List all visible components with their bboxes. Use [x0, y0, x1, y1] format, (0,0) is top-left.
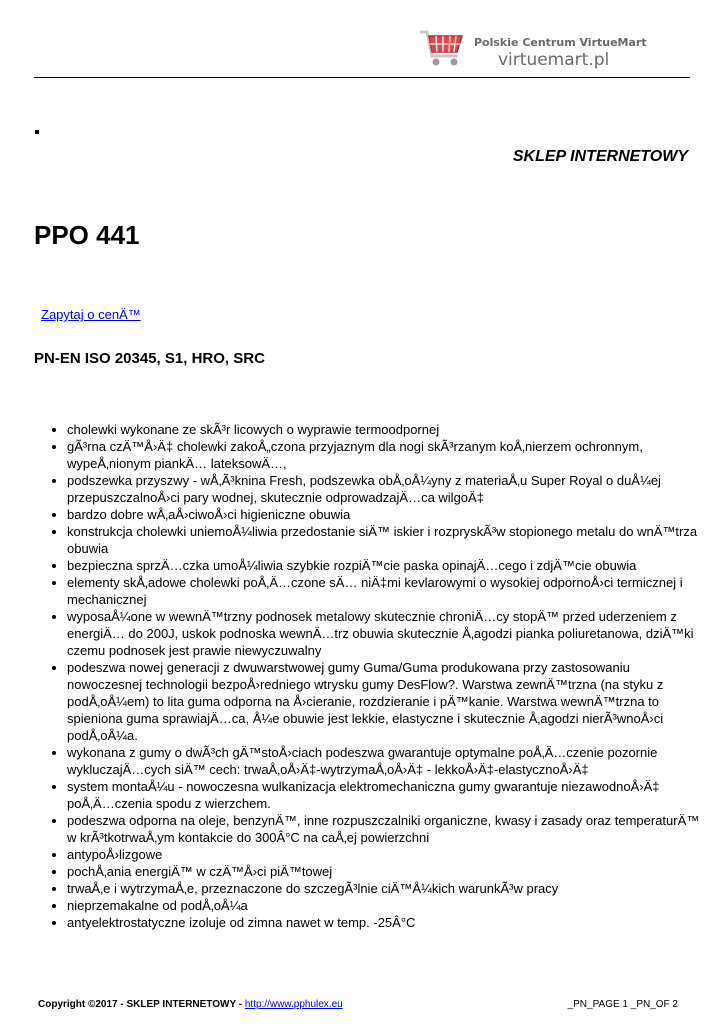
feature-item: • trwaÅ‚e i wytrzymaÅ‚e, przeznaczone do szczegÃ³lnie ciÄ™Å¼kich warunkÃ³w pracy [67, 880, 707, 897]
footer-link[interactable]: http://www.pphulex.eu [244, 999, 343, 1010]
footer-copyright: Copyright ©2017 - SKLEP INTERNETOWY - [38, 999, 245, 1010]
feature-item: • podszewka przyszwy - wÅ‚Ã³knina Fresh, podszewka obÅ‚oÅ¼yny z materiaÅ‚u Super Royal o duÅ¼ej przepuszczalnoÅ›ci pary wodnej, skutecznie odprowadzajÄ…ca wilgoÄ‡ [67, 472, 707, 506]
product-title: PPO 441 [34, 220, 140, 250]
feature-item: • cholewki wykonane ze skÃ³r licowych o wyprawie termoodpornej [67, 421, 707, 438]
feature-item: • gÃ³rna czÄ™Å›Ä‡ cholewki zakoÅ„czona przyjaznym dla nogi skÃ³rzanym koÅ‚nierzem ochronnym, wypeÅ‚nionym piankÄ… lateksowÄ…, [67, 438, 707, 472]
feature-item: • wykonana z gumy o dwÃ³ch gÄ™stoÅ›ciach podeszwa gwarantuje optymalne poÅ‚Ä…czenie pozornie wykluczajÄ…cych siÄ™ cech: trwaÅ‚oÅ›Ä‡-wytrzymaÅ‚oÅ›Ä‡ - lekkoÅ›Ä‡-elastycznoÅ›Ä‡ [67, 744, 707, 778]
feature-item: • wyposaÅ¼one w wewnÄ™trzny podnosek metalowy skutecznie chroniÄ…cy stopÄ™ przed uderzeniem z energiÄ… do 200J, uskok podnoska wewnÄ…trz obuwia skutecznie Å‚agodzi pianka poliuretanowa, dziÄ™ki czemu podnosek jest prawie niewyczuwalny [67, 608, 707, 659]
feature-item: • nieprzemakalne od podÅ‚oÅ¼a [67, 897, 707, 914]
feature-item: • system montaÅ¼u - nowoczesna wulkanizacja elektromechaniczna gumy gwarantuje niezawodnoÅ›Ä‡ poÅ‚Ä…czenia spodu z wierzchem. [67, 778, 707, 812]
feature-item: • elementy skÅ‚adowe cholewki poÅ‚Ä…czone sÄ… niÄ‡mi kevlarowymi o wysokiej odpornoÅ›ci termicznej i mechanicznej [67, 574, 707, 608]
feature-list [56, 421, 707, 931]
header-divider [34, 77, 690, 78]
page-footer [38, 999, 678, 1010]
feature-item: • podeszwa odporna na oleje, benzynÄ™, inne rozpuszczalniki organiczne, kwasy i zasady oraz temperaturÄ™ w krÃ³tkotrwaÅ‚ym kontakcie do 300Â°C na caÅ‚ej powierzchni [67, 812, 707, 846]
feature-item: • bezpieczna sprzÄ…czka umoÅ¼liwia szybkie rozpiÄ™cie paska opinajÄ…cego i zdjÄ™cie obuwia [67, 557, 707, 574]
feature-item: • antyelektrostatyczne izoluje od zimna nawet w temp. -25Â°C [67, 914, 707, 931]
ask-price-link[interactable]: Zapytaj o cenÄ™ [41, 307, 141, 322]
feature-item: • pochÅ‚ania energiÄ™ w czÄ™Å›ci piÄ™towej [67, 863, 707, 880]
feature-item: • bardzo dobre wÅ‚aÅ›ciwoÅ›ci higieniczne obuwia [67, 506, 707, 523]
footer-page-info: _PN_PAGE 1 _PN_OF 2 [567, 999, 678, 1010]
logo-domain: virtuemart.pl [498, 50, 610, 70]
bullet-mark [35, 130, 39, 134]
shopping-cart-icon [418, 26, 470, 70]
product-standard: PN-EN ISO 20345, S1, HRO, SRC [34, 350, 265, 367]
shop-heading: SKLEP INTERNETOWY [512, 148, 688, 165]
logo-title: Polskie Centrum VirtueMart [474, 36, 647, 49]
feature-item: • antypoÅ›lizgowe [67, 846, 707, 863]
header-logo [418, 26, 694, 74]
feature-item: • konstrukcja cholewki uniemoÅ¼liwia przedostanie siÄ™ iskier i rozpryskÃ³w stopionego metalu do wnÄ™trza obuwia [67, 523, 707, 557]
feature-item: • podeszwa nowej generacji z dwuwarstwowej gumy Guma/Guma produkowana przy zastosowaniu nowoczesnej technologii bezpoÅ›redniego wtrysku gumy DesFlow?. Warstwa zewnÄ™trzna (na styku z podÅ‚oÅ¼em) to lita guma odporna na Å›cieranie, rozdzieranie i pÄ™kanie. Warstwa wewnÄ™trzna to spieniona guma sprawiajÄ…ca, Å¼e obuwie jest lekkie, elastyczne i skutecznie Å‚agodzi nierÃ³wnoÅ›ci podÅ‚oÅ¼a. [67, 659, 707, 744]
